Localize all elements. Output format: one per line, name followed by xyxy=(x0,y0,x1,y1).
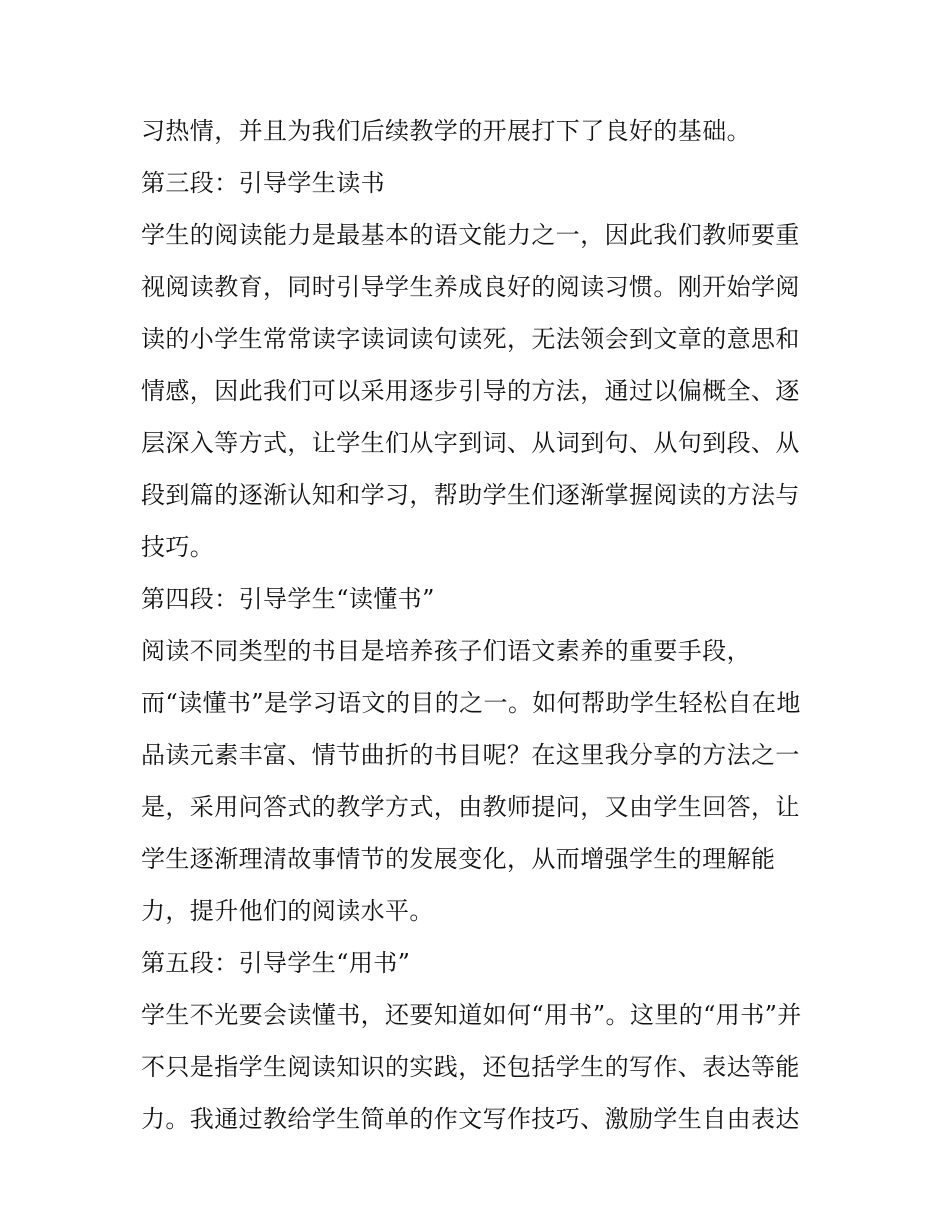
paragraph-line: 品读元素丰富、情节曲折的书目呢？在这里我分享的方法之一 xyxy=(141,741,800,769)
section-heading: 第五段：引导学生“用书” xyxy=(141,949,411,977)
paragraph-line: 阅读不同类型的书目是培养孩子们语文素养的重要手段， xyxy=(141,637,751,665)
paragraph-line: 不只是指学生阅读知识的实践，还包括学生的写作、表达等能 xyxy=(141,1053,800,1081)
paragraph-line: 读的小学生常常读字读词读句读死，无法领会到文章的意思和 xyxy=(141,325,800,353)
section-heading: 第四段：引导学生“读懂书” xyxy=(141,585,435,613)
paragraph-line: 学生不光要会读懂书，还要知道如何“用书”。这里的“用书”并 xyxy=(141,1001,802,1029)
paragraph-line: 习热情，并且为我们后续教学的开展打下了良好的基础。 xyxy=(141,117,751,145)
paragraph-line: 是，采用问答式的教学方式，由教师提问，又由学生回答，让 xyxy=(141,793,800,821)
paragraph-line: 学生的阅读能力是最基本的语文能力之一，因此我们教师要重 xyxy=(141,221,800,249)
paragraph-line: 技巧。 xyxy=(141,533,215,561)
paragraph-line: 层深入等方式，让学生们从字到词、从词到句、从句到段、从 xyxy=(141,429,800,457)
paragraph-line: 视阅读教育，同时引导学生养成良好的阅读习惯。刚开始学阅 xyxy=(141,273,800,301)
paragraph-line: 力。我通过教给学生简单的作文写作技巧、激励学生自由表达 xyxy=(141,1105,800,1133)
paragraph-line: 而“读懂书”是学习语文的目的之一。如何帮助学生轻松自在地 xyxy=(141,689,801,717)
paragraph-line: 学生逐渐理清故事情节的发展变化，从而增强学生的理解能 xyxy=(141,845,776,873)
paragraph-line: 力，提升他们的阅读水平。 xyxy=(141,897,434,925)
paragraph-line: 段到篇的逐渐认知和学习，帮助学生们逐渐掌握阅读的方法与 xyxy=(141,481,800,509)
section-heading: 第三段：引导学生读书 xyxy=(141,169,385,197)
paragraph-line: 情感，因此我们可以采用逐步引导的方法，通过以偏概全、逐 xyxy=(141,377,800,405)
